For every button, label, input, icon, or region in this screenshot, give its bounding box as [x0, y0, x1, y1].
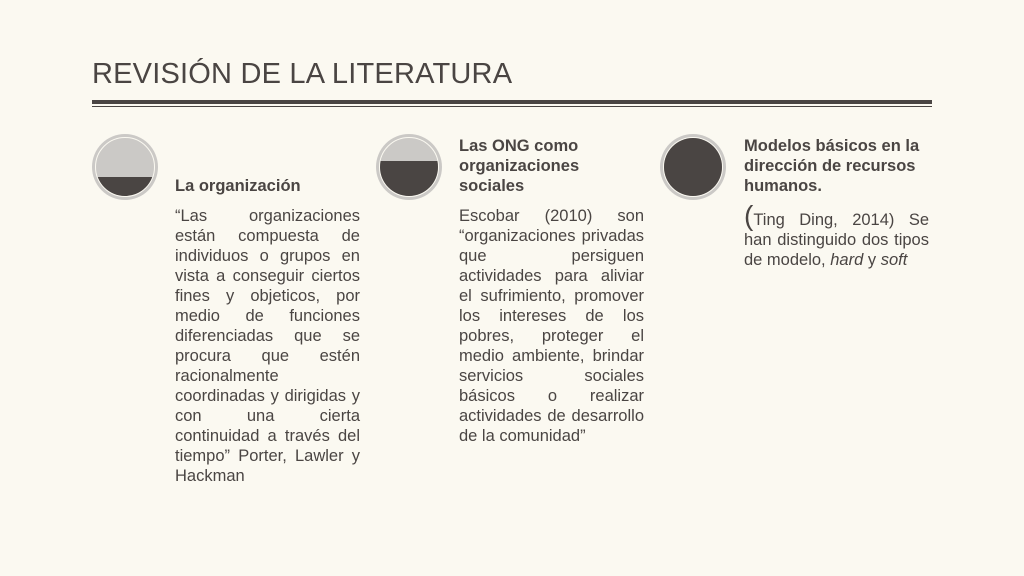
progress-circle-2-inner [379, 137, 439, 197]
conjunction: y [863, 251, 881, 269]
title-divider-thin [92, 106, 932, 107]
column-body [744, 200, 929, 270]
column-heading: Las ONG como organizaciones sociales [459, 137, 580, 195]
title-divider-thick [92, 100, 932, 104]
progress-circle-1-inner [95, 137, 155, 197]
open-paren: ( [744, 200, 754, 231]
progress-circle-1-fill [96, 177, 154, 196]
soft-term: soft [880, 251, 908, 269]
column-body-text: Ting Ding, 2014) Se han distinguido dos tipos de modelo, [744, 211, 929, 269]
column-body: “Las organizaciones están compuesta de individuos o grupos en vista a conseguir ciertos fines y objeticos, por medio de funciones diferenciadas que se procura que estén racionalmente coordinadas y dirigidas y con una cierta continuidad a través del tiempo” Porter, Lawler y Hackman [175, 207, 360, 485]
hard-term: hard [830, 251, 864, 269]
column-organizacion [175, 176, 360, 486]
column-body: Escobar (2010) son “organizaciones privadas que persiguen actividades para aliviar el sufrimiento, promover los intereses de los pobres, proteger el medio ambiente, brindar servicios sociales básicos o realizar actividades de desarrollo de la comunidad” [459, 207, 644, 445]
progress-circle-2 [376, 134, 442, 200]
progress-circle-1 [92, 134, 158, 200]
progress-circle-2-fill [380, 161, 438, 196]
column-modelos [744, 136, 929, 270]
column-heading: La organización [175, 177, 301, 195]
column-heading: Modelos básicos en la dirección de recursos humanos. [744, 137, 920, 195]
progress-circle-3 [660, 134, 726, 200]
column-ong [459, 136, 644, 446]
progress-circle-3-fill [664, 138, 722, 196]
progress-circle-3-inner [663, 137, 723, 197]
slide-title: REVISIÓN DE LA LITERATURA [92, 58, 513, 90]
